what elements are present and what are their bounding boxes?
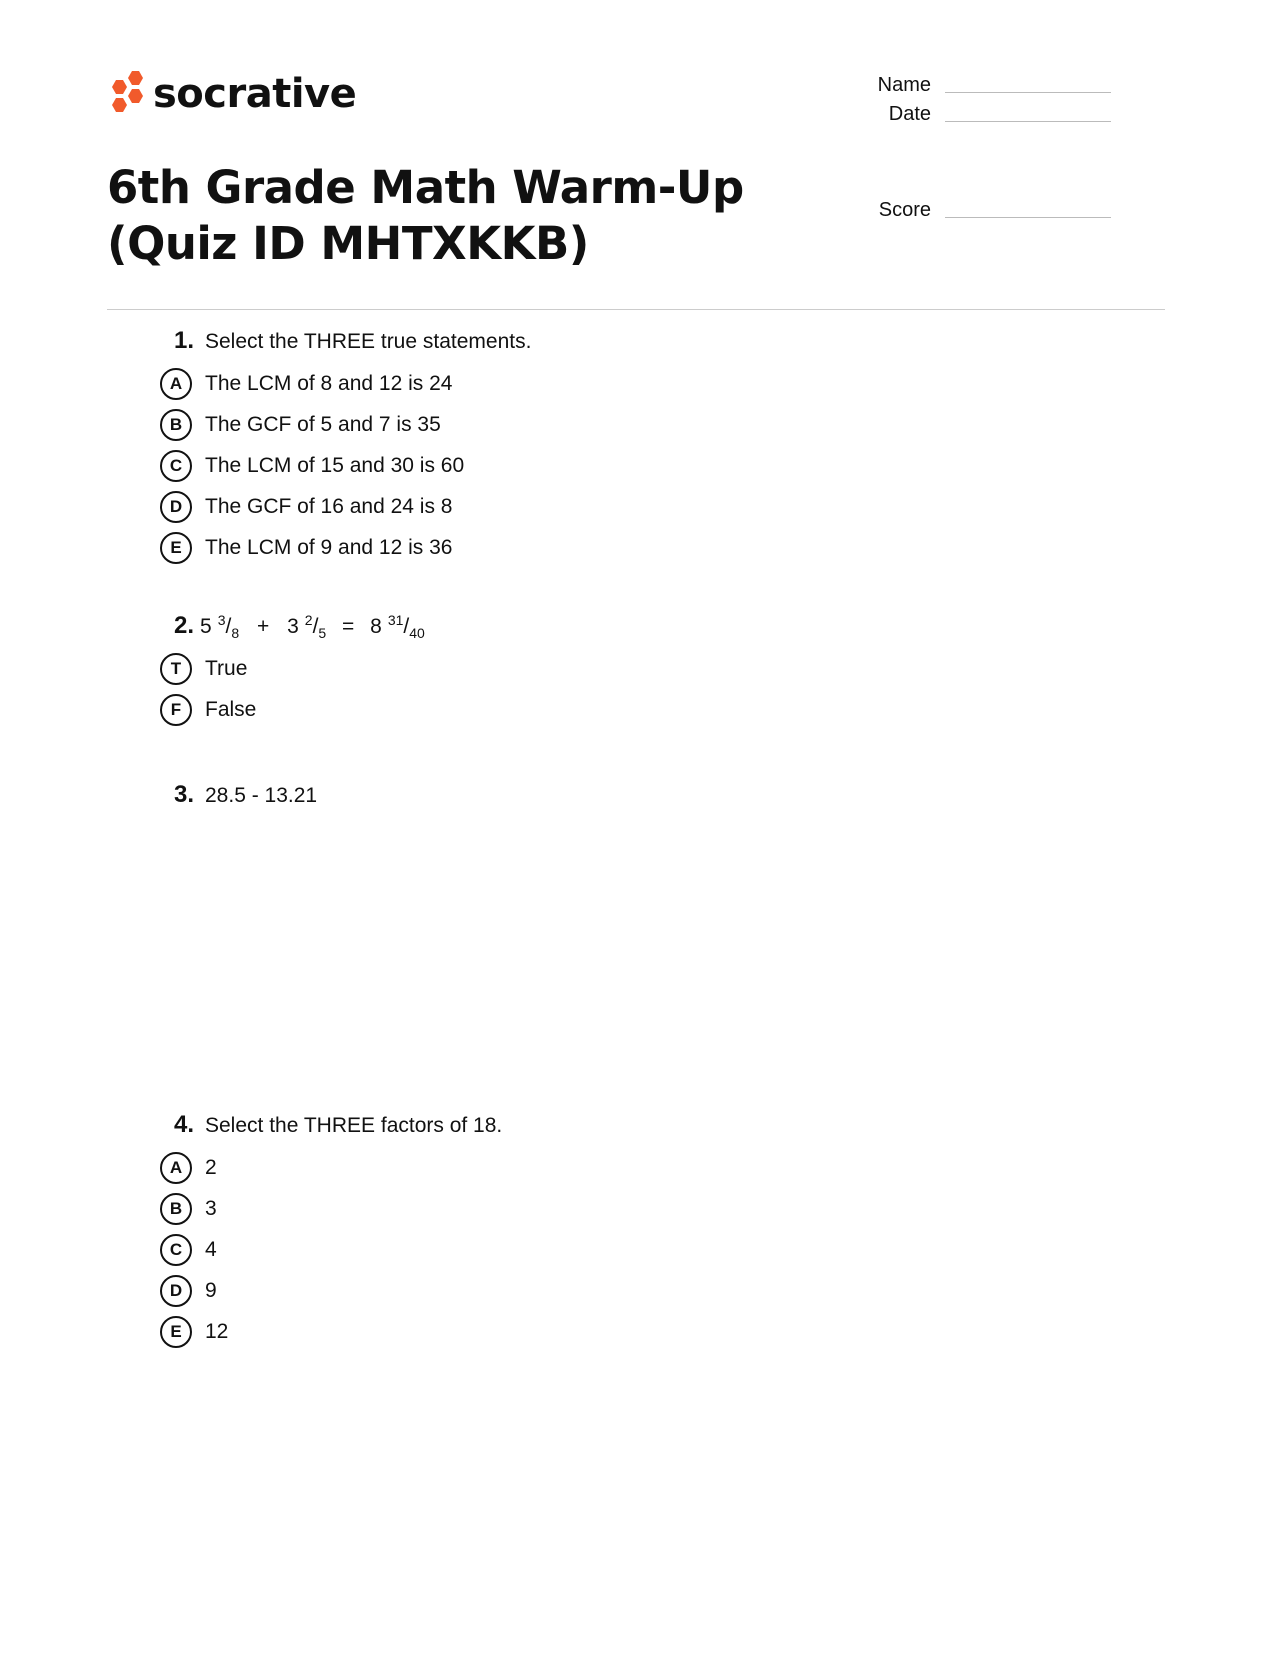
option-text: False [205,697,257,721]
socrative-logo [107,70,356,118]
option-true[interactable] [160,648,431,689]
name-label: Name [877,74,931,96]
date-line [945,120,1111,122]
equals: = [342,615,355,638]
option-text: The GCF of 5 and 7 is 35 [205,412,441,436]
question-number: 1. [173,327,194,354]
option-b[interactable] [160,404,531,445]
question-text: 28.5 - 13.21 [205,784,318,807]
option-a[interactable] [160,1147,502,1188]
date-field [861,103,1111,126]
name-field [861,74,1111,97]
option-text: 2 [205,1155,217,1179]
score-field [861,199,1111,222]
divider [107,309,1165,310]
option-bubble[interactable]: D [160,1275,192,1307]
option-text: 12 [205,1319,229,1343]
option-c[interactable] [160,445,531,486]
question-text: Select the THREE true statements. [205,330,532,353]
denominator: 5 [318,625,327,642]
denominator: 40 [409,625,425,642]
numerator: 2 [304,612,313,628]
option-bubble[interactable]: B [160,1193,192,1225]
denominator: 8 [231,625,240,642]
page-title: 6th Grade Math Warm-Up (Quiz ID MHTXKKB) [107,161,744,270]
option-b[interactable] [160,1188,502,1229]
option-bubble[interactable]: B [160,409,192,441]
option-text: 9 [205,1278,217,1302]
hexagon-logo-icon [107,70,145,118]
option-text: The LCM of 9 and 12 is 36 [205,535,453,559]
option-bubble[interactable]: F [160,694,192,726]
question-4 [160,1111,502,1352]
question-number: 3. [173,781,194,808]
option-bubble[interactable]: D [160,491,192,523]
whole: 3 [287,615,299,638]
option-text: 3 [205,1196,217,1220]
option-c[interactable] [160,1229,502,1270]
option-d[interactable] [160,1270,502,1311]
option-bubble[interactable]: C [160,1234,192,1266]
option-a[interactable] [160,363,531,404]
question-number: 4. [173,1111,194,1138]
option-bubble[interactable]: A [160,1152,192,1184]
question-text: Select the THREE factors of 18. [205,1114,503,1137]
equation: 5 $^3/_8 + 3$ $^2/_5 = 8$ $^{31}/_{40}$ [200,612,425,642]
question-1 [160,327,531,568]
option-false[interactable] [160,689,431,730]
numerator: 31 [387,612,404,628]
option-d[interactable] [160,486,531,527]
option-e[interactable] [160,1311,502,1352]
option-e[interactable] [160,527,531,568]
option-text: True [205,656,248,680]
question-number: 2. [173,612,194,639]
whole: 8 [370,615,382,638]
date-label: Date [888,103,931,125]
score-line [945,216,1111,218]
option-bubble[interactable]: E [160,532,192,564]
question-3 [160,781,317,817]
option-bubble[interactable]: E [160,1316,192,1348]
whole: 5 [200,615,212,638]
option-bubble[interactable]: C [160,450,192,482]
option-bubble[interactable]: T [160,653,192,685]
option-text: The GCF of 16 and 24 is 8 [205,494,453,518]
numerator: 3 [217,612,226,628]
brand-name: socrative [153,71,357,117]
option-text: 4 [205,1237,217,1261]
question-2 [160,612,431,730]
option-text: The LCM of 15 and 30 is 60 [205,453,465,477]
operator: + [256,615,270,638]
score-label: Score [878,199,931,221]
name-line [945,91,1111,93]
option-text: The LCM of 8 and 12 is 24 [205,371,453,395]
option-bubble[interactable]: A [160,368,192,400]
